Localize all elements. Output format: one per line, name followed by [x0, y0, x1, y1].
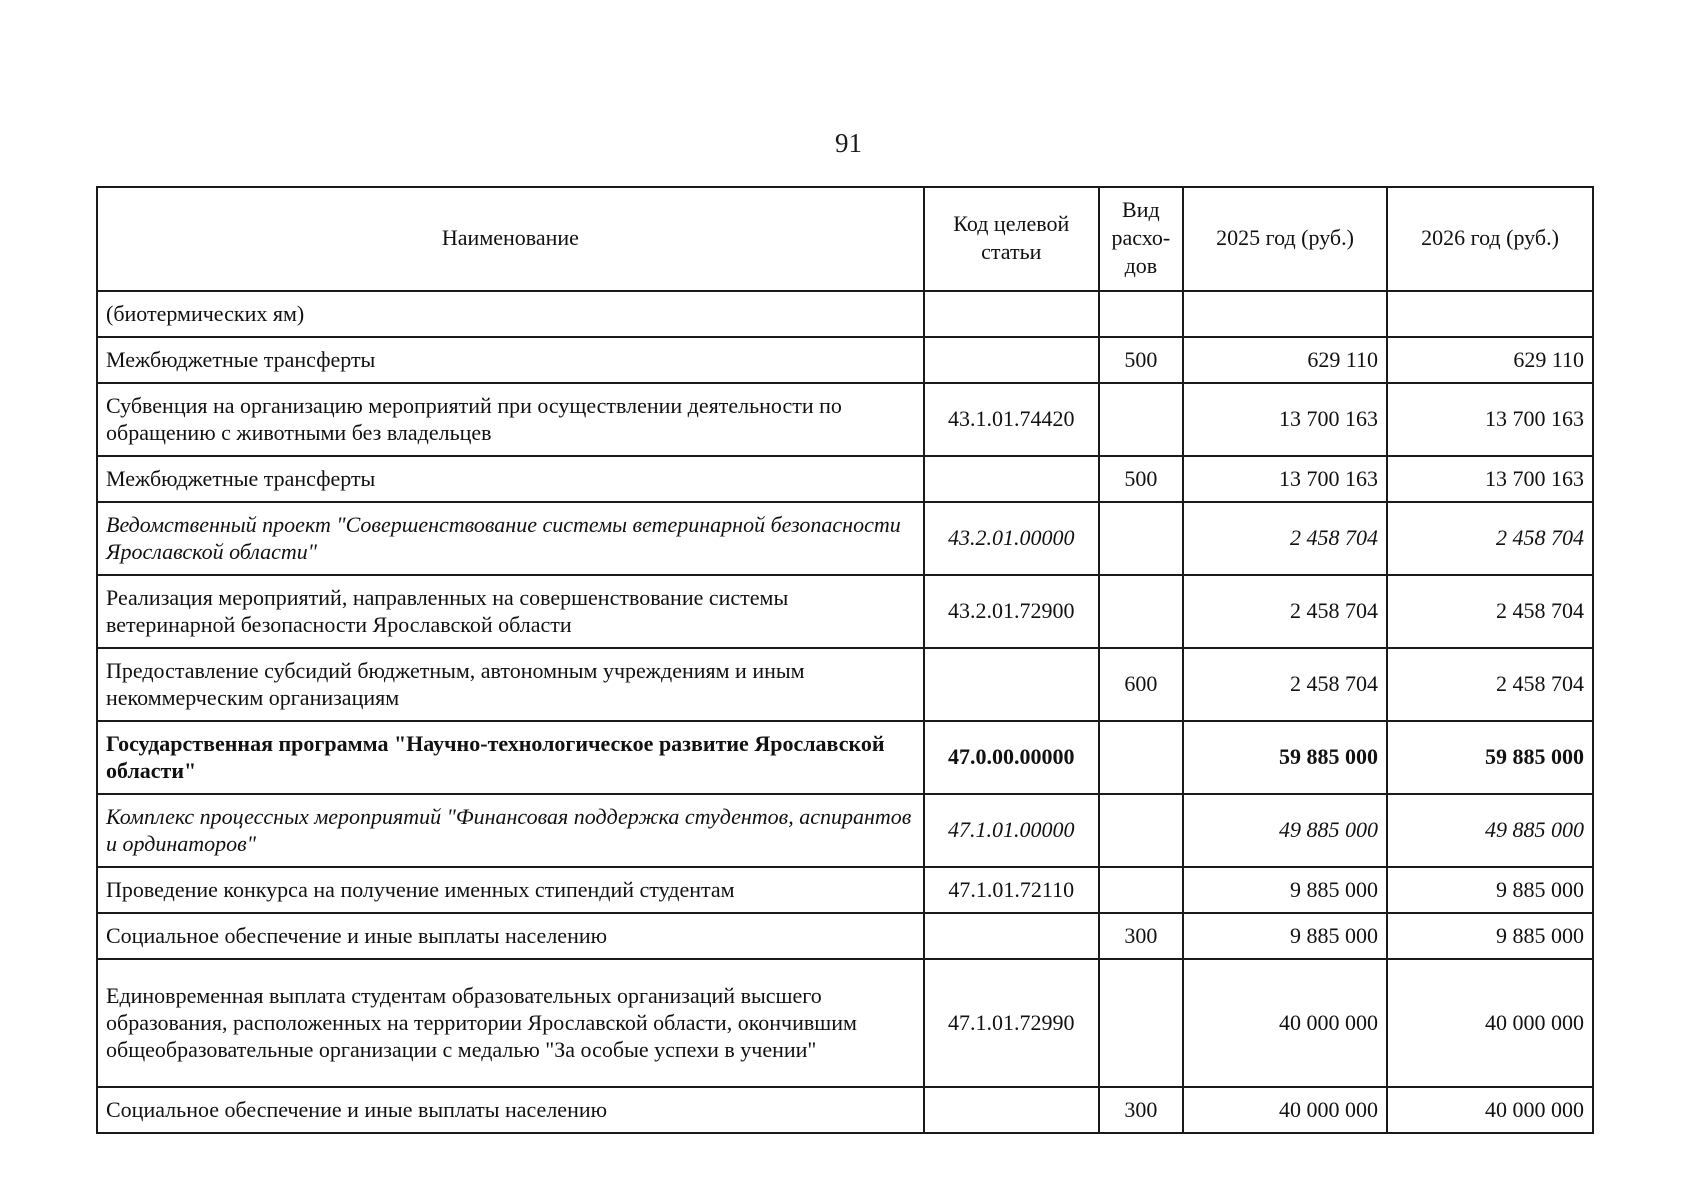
row-code	[924, 648, 1099, 721]
row-kind	[1099, 291, 1183, 337]
row-name: Социальное обеспечение и иные выплаты населению	[97, 913, 924, 959]
row-code	[924, 291, 1099, 337]
row-2025: 13 700 163	[1183, 456, 1387, 502]
row-2025: 49 885 000	[1183, 794, 1387, 867]
row-code: 47.1.01.00000	[924, 794, 1099, 867]
row-kind: 300	[1099, 913, 1183, 959]
row-2025: 40 000 000	[1183, 1087, 1387, 1133]
row-2025: 2 458 704	[1183, 575, 1387, 648]
row-kind: 600	[1099, 648, 1183, 721]
row-2026: 2 458 704	[1387, 648, 1593, 721]
row-2025: 2 458 704	[1183, 648, 1387, 721]
row-code: 43.1.01.74420	[924, 383, 1099, 456]
row-name: Проведение конкурса на получение именных стипендий студентам	[97, 867, 924, 913]
row-2026: 59 885 000	[1387, 721, 1593, 794]
table-row	[97, 959, 1593, 1087]
row-code: 47.1.01.72110	[924, 867, 1099, 913]
row-code	[924, 456, 1099, 502]
row-code: 47.0.00.00000	[924, 721, 1099, 794]
table-row	[97, 913, 1593, 959]
table-row	[97, 794, 1593, 867]
header-2026: 2026 год (руб.)	[1387, 187, 1593, 291]
row-name: Комплекс процессных мероприятий "Финансовая поддержка студентов, аспирантов и ординаторов"	[97, 794, 924, 867]
table-header-row	[97, 187, 1593, 291]
row-kind	[1099, 867, 1183, 913]
table-row	[97, 867, 1593, 913]
header-2025: 2025 год (руб.)	[1183, 187, 1387, 291]
table-row	[97, 648, 1593, 721]
row-2026: 2 458 704	[1387, 502, 1593, 575]
row-2026: 40 000 000	[1387, 1087, 1593, 1133]
row-2025: 40 000 000	[1183, 959, 1387, 1087]
row-code	[924, 1087, 1099, 1133]
row-2025: 2 458 704	[1183, 502, 1387, 575]
row-2026: 49 885 000	[1387, 794, 1593, 867]
row-kind	[1099, 383, 1183, 456]
row-2026: 9 885 000	[1387, 913, 1593, 959]
header-kind: Вид расхо-дов	[1099, 187, 1183, 291]
row-name: Социальное обеспечение и иные выплаты населению	[97, 1087, 924, 1133]
row-kind	[1099, 959, 1183, 1087]
row-2025: 9 885 000	[1183, 913, 1387, 959]
table-row	[97, 575, 1593, 648]
table-row	[97, 456, 1593, 502]
row-name: Реализация мероприятий, направленных на совершенствование системы ветеринарной безопасности Ярославской области	[97, 575, 924, 648]
row-code: 43.2.01.72900	[924, 575, 1099, 648]
row-2026: 629 110	[1387, 337, 1593, 383]
table-row	[97, 337, 1593, 383]
page-number: 91	[835, 128, 862, 158]
row-name: Межбюджетные трансферты	[97, 337, 924, 383]
row-kind	[1099, 502, 1183, 575]
row-2026: 9 885 000	[1387, 867, 1593, 913]
row-2025: 59 885 000	[1183, 721, 1387, 794]
row-2025: 629 110	[1183, 337, 1387, 383]
row-kind: 500	[1099, 456, 1183, 502]
row-name: Единовременная выплата студентам образовательных организаций высшего образования, расположенных на территории Ярославской области, окончившим общеобразовательные организации с медалью "За особые успехи в учении"	[97, 959, 924, 1087]
row-kind	[1099, 575, 1183, 648]
row-name: Межбюджетные трансферты	[97, 456, 924, 502]
table-row	[97, 1087, 1593, 1133]
row-2026: 13 700 163	[1387, 383, 1593, 456]
header-code: Код целевой статьи	[924, 187, 1099, 291]
row-2026: 13 700 163	[1387, 456, 1593, 502]
row-name: Предоставление субсидий бюджетным, автономным учреждениям и иным некоммерческим организациям	[97, 648, 924, 721]
row-kind: 300	[1099, 1087, 1183, 1133]
row-2025	[1183, 291, 1387, 337]
row-2025: 13 700 163	[1183, 383, 1387, 456]
row-kind	[1099, 794, 1183, 867]
row-kind	[1099, 721, 1183, 794]
table-row	[97, 383, 1593, 456]
row-2026	[1387, 291, 1593, 337]
table-row	[97, 721, 1593, 794]
header-name: Наименование	[97, 187, 924, 291]
table-row	[97, 291, 1593, 337]
row-2026: 2 458 704	[1387, 575, 1593, 648]
row-name: Ведомственный проект "Совершенствование системы ветеринарной безопасности Ярославской области"	[97, 502, 924, 575]
row-2026: 40 000 000	[1387, 959, 1593, 1087]
row-code	[924, 337, 1099, 383]
row-code: 47.1.01.72990	[924, 959, 1099, 1087]
row-kind: 500	[1099, 337, 1183, 383]
table-row	[97, 502, 1593, 575]
row-name: (биотермических ям)	[97, 291, 924, 337]
row-code	[924, 913, 1099, 959]
row-2025: 9 885 000	[1183, 867, 1387, 913]
budget-table	[96, 186, 1594, 1134]
row-name: Субвенция на организацию мероприятий при осуществлении деятельности по обращению с животными без владельцев	[97, 383, 924, 456]
row-code: 43.2.01.00000	[924, 502, 1099, 575]
row-name: Государственная программа "Научно-технологическое развитие Ярославской области"	[97, 721, 924, 794]
